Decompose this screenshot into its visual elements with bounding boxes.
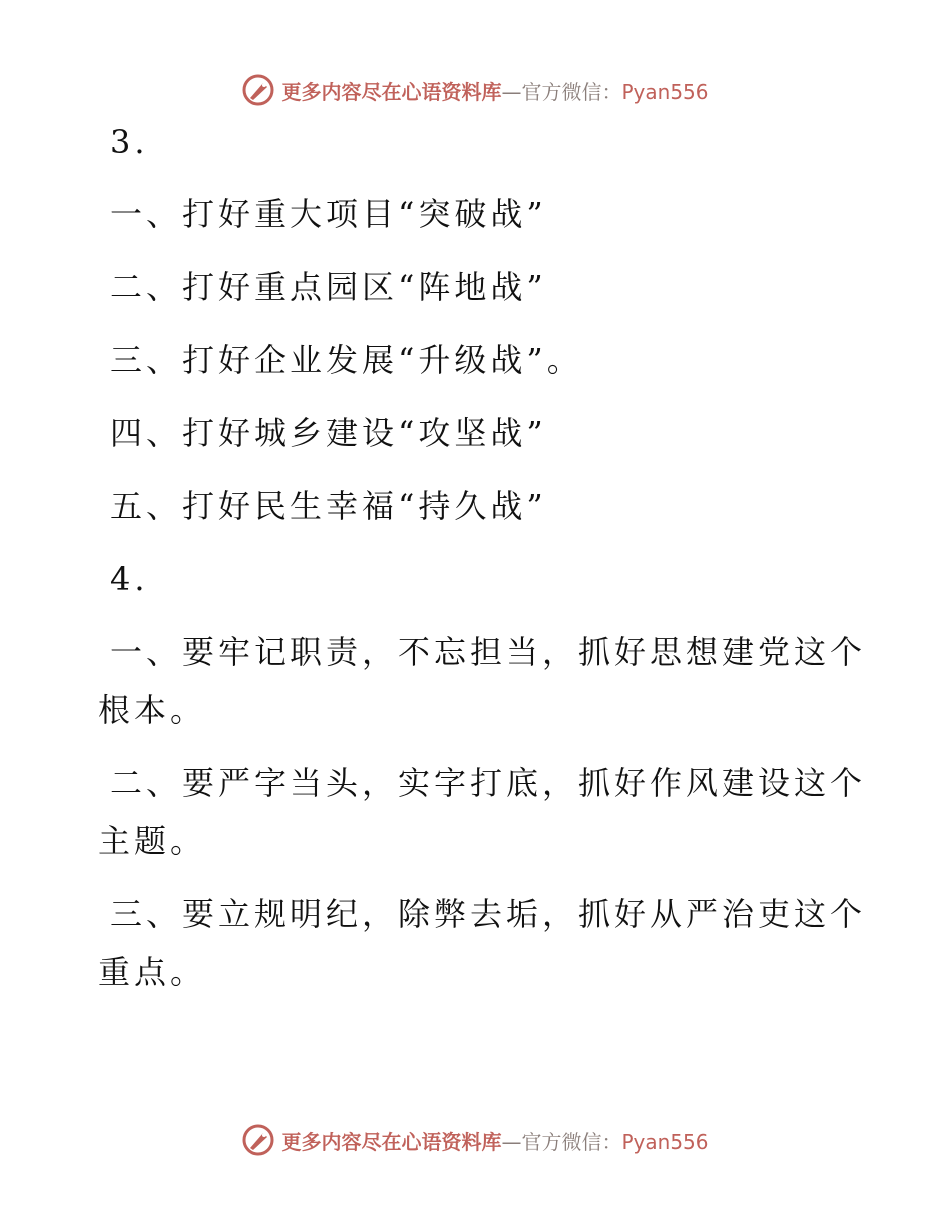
section3-item-4: 四、打好城乡建设“攻坚战” [110, 414, 547, 452]
pen-nib-logo-icon [241, 1123, 275, 1157]
header-wechat-label: —官方微信： [501, 79, 622, 104]
section3-item-3: 三、打好企业发展“升级战”。 [110, 341, 583, 379]
footer-wechat-label: —官方微信： [501, 1129, 622, 1154]
footer-site-name: 更多内容尽在心语资料库 [281, 1129, 502, 1154]
document-body [98, 122, 867, 992]
section4-item-3-line2: 重点。 [98, 953, 207, 991]
section4-item-2-line1: 二、要严字当头，实字打底，抓好作风建设这个 [110, 764, 867, 802]
header-wechat-id: Pyan556 [621, 79, 709, 104]
header-watermark-text [281, 76, 708, 105]
section3-item-5: 五、打好民生幸福“持久战” [110, 487, 547, 525]
section4-item-2-line2: 主题。 [98, 822, 207, 860]
section-number-4: 4. [110, 560, 149, 598]
footer-wechat-id: Pyan556 [621, 1129, 709, 1154]
section4-item-1 [98, 632, 867, 730]
header-watermark [0, 70, 950, 110]
pen-nib-logo-icon [241, 73, 275, 107]
section4-item-2 [98, 763, 867, 861]
section4-item-3 [98, 894, 867, 992]
section3-item-1: 一、打好重大项目“突破战” [110, 195, 547, 233]
section-number-3: 3. [110, 123, 149, 161]
section3-item-2: 二、打好重点园区“阵地战” [110, 268, 547, 306]
section4-item-1-line1: 一、要牢记职责，不忘担当，抓好思想建党这个 [110, 633, 867, 671]
footer-watermark-text [281, 1126, 708, 1155]
header-site-name: 更多内容尽在心语资料库 [281, 79, 502, 104]
footer-watermark [0, 1120, 950, 1160]
section4-item-3-line1: 三、要立规明纪，除弊去垢，抓好从严治吏这个 [110, 895, 867, 933]
section4-item-1-line2: 根本。 [98, 691, 207, 729]
